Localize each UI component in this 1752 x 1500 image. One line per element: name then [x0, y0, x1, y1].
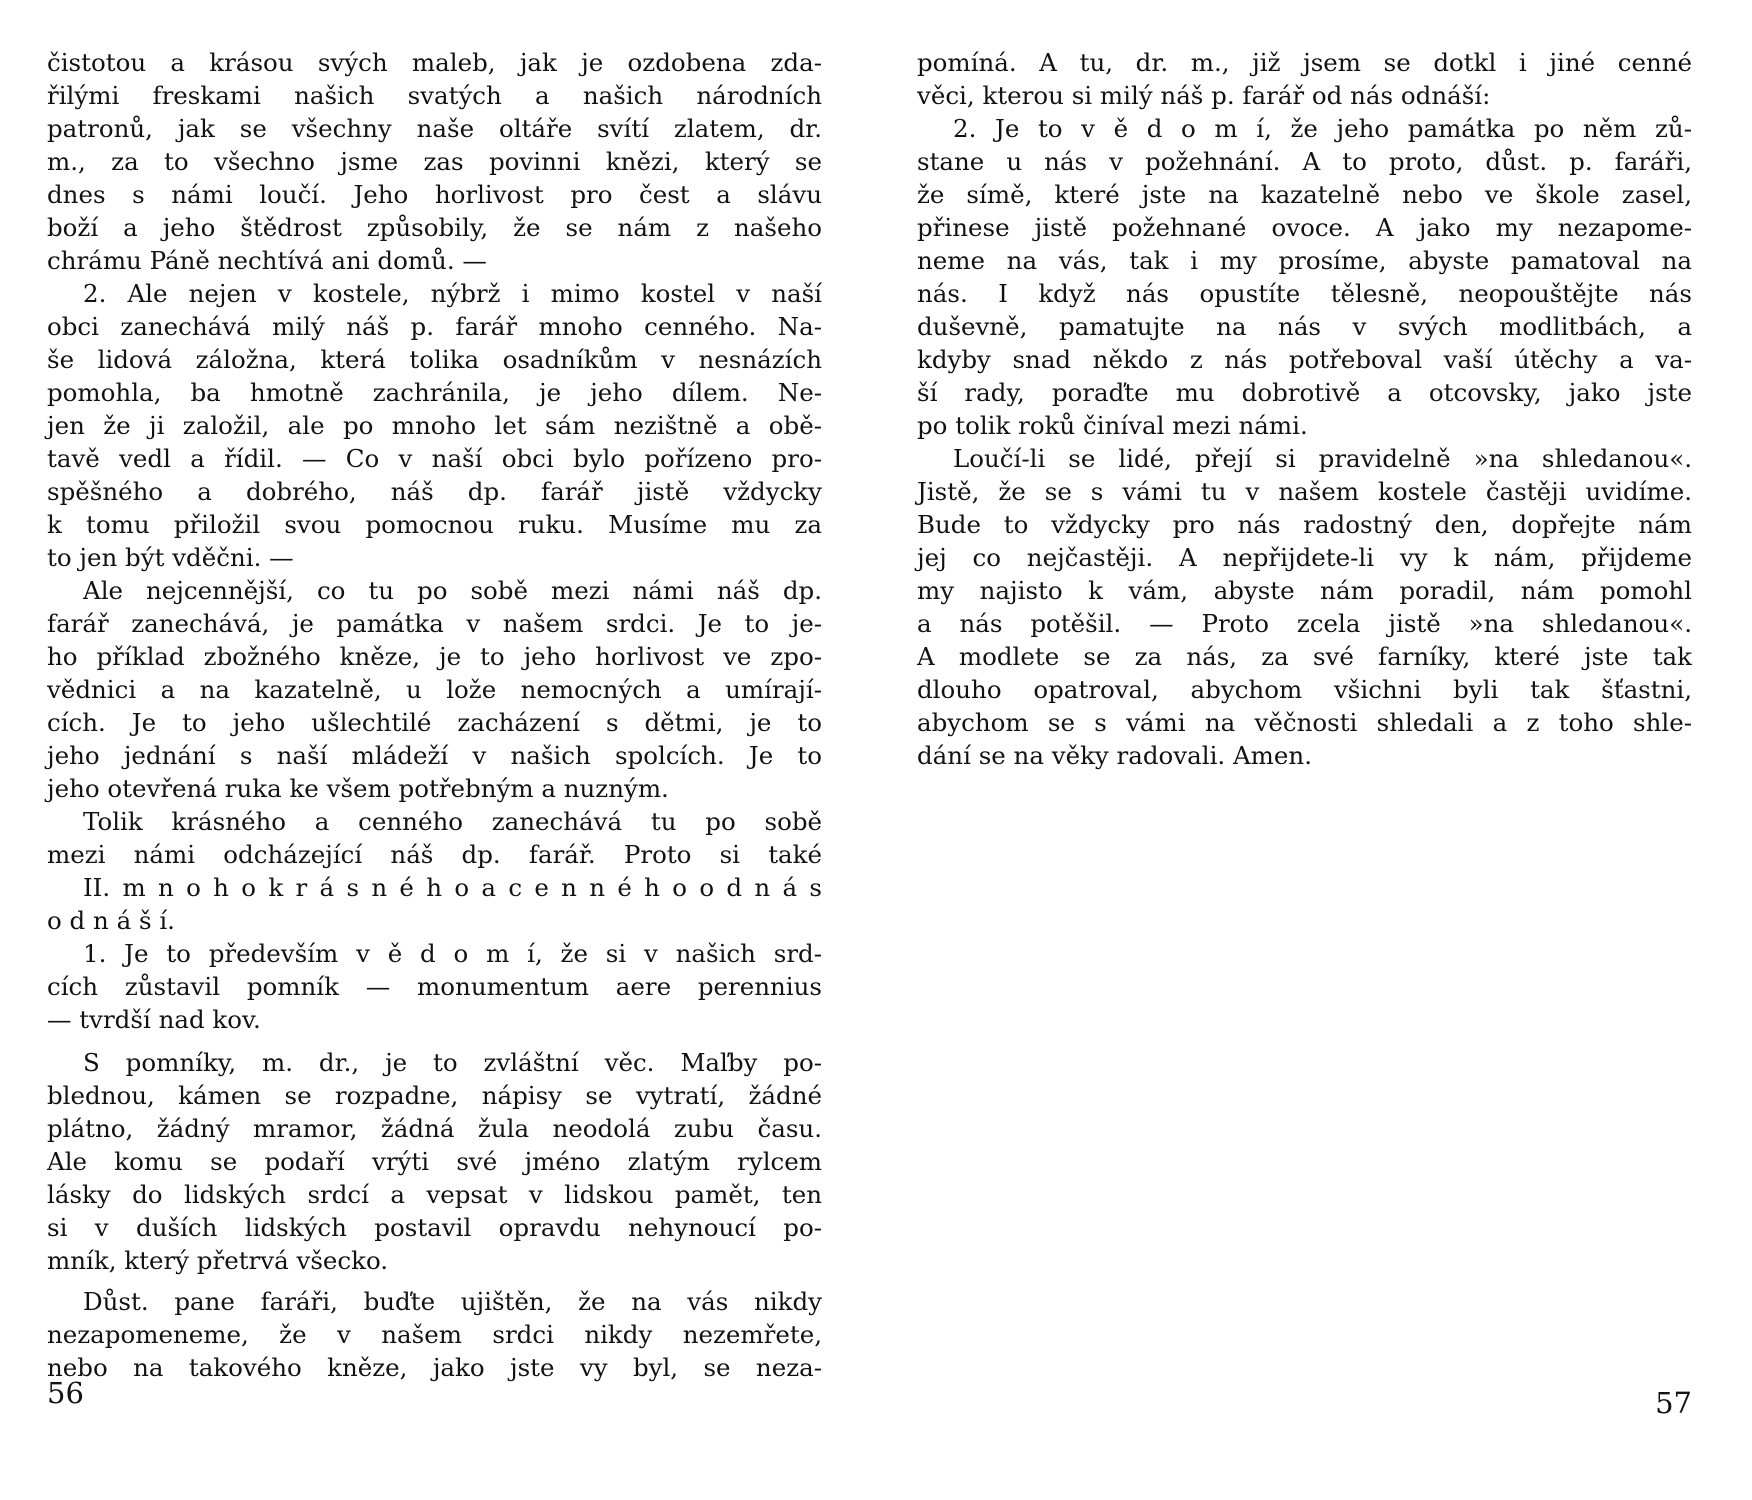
- text-line: jen že ji založil, ale po mnoho let sám nezištně a obě-: [47, 411, 822, 440]
- text-line: blednou, kámen se rozpadne, nápisy se vytratí, žádné: [47, 1081, 822, 1110]
- paragraph: [917, 112, 1692, 442]
- text-line: m., za to všechno jsme zas povinni knězi, který se: [47, 147, 822, 176]
- page-number-left: 56: [47, 1376, 84, 1410]
- text-line: pomohla, ba hmotně zachránila, je jeho dílem. Ne-: [47, 378, 822, 407]
- text-line: Tolik krásného a cenného zanechává tu po sobě: [83, 807, 822, 836]
- text-line: dání se na věky radovali. Amen.: [917, 741, 1312, 770]
- paragraph: [917, 442, 1692, 772]
- text-line: čistotou a krásou svých maleb, jak je ozdobena zda-: [47, 48, 822, 77]
- page-57-text-column: [917, 46, 1692, 772]
- text-line: řilými freskami našich svatých a našich národních: [47, 81, 822, 110]
- text-line: nebo na takového kněze, jako jste vy byl, se neza-: [47, 1353, 822, 1382]
- text-line: II. m n o h o k r á s n é h o a c e n n é h o o d n á s: [83, 873, 822, 902]
- text-line: tavě vedl a řídil. — Co v naší obci bylo pořízeno pro-: [47, 444, 822, 473]
- text-line: o d n á š í.: [47, 906, 175, 935]
- text-line: ší rady, poraďte mu dobrotivě a otcovsky, jako jste: [917, 378, 1692, 407]
- page-56-text-column: [47, 46, 822, 1384]
- text-line: Bude to vždycky pro nás radostný den, dopřejte nám: [917, 510, 1692, 539]
- text-line: 2. Ale nejen v kostele, nýbrž i mimo kostel v naší: [83, 279, 822, 308]
- text-line: Ale komu se podaří vrýti své jméno zlatým rylcem: [47, 1147, 822, 1176]
- text-line: jeho otevřená ruka ke všem potřebným a nuzným.: [47, 774, 669, 803]
- page-number-right: 57: [1655, 1386, 1692, 1420]
- text-line: ho příklad zbožného kněze, je to jeho horlivost ve zpo-: [47, 642, 822, 671]
- paragraph: [47, 937, 822, 1036]
- text-line: — tvrdší nad kov.: [47, 1005, 261, 1034]
- text-line: farář zanechává, je památka v našem srdci. Je to je-: [47, 609, 822, 638]
- text-line: boží a jeho štědrost způsobily, že se nám z našeho: [47, 213, 822, 242]
- text-line: nezapomeneme, že v našem srdci nikdy nezemřete,: [47, 1320, 822, 1349]
- text-line: Důst. pane faráři, buďte ujištěn, že na vás nikdy: [83, 1287, 822, 1316]
- text-line: k tomu přiložil svou pomocnou ruku. Musíme mu za: [47, 510, 822, 539]
- text-line: chrámu Páně nechtívá ani domů. —: [47, 246, 487, 275]
- text-line: nás. I když nás opustíte tělesně, neopouštějte nás: [917, 279, 1692, 308]
- text-line: spěšného a dobrého, náš dp. farář jistě vždycky: [47, 477, 822, 506]
- text-line: kdyby snad někdo z nás potřeboval vaší útěchy a va-: [917, 345, 1692, 374]
- text-line: plátno, žádný mramor, žádná žula neodolá zubu času.: [47, 1114, 822, 1143]
- text-line: S pomníky, m. dr., je to zvláštní věc. Maľby po-: [83, 1048, 822, 1077]
- text-line: jej co nejčastěji. A nepřijdete-li vy k nám, přijdeme: [917, 543, 1692, 572]
- text-line: Ale nejcennější, co tu po sobě mezi námi náš dp.: [83, 576, 822, 605]
- text-line: dlouho opatroval, abychom všichni byli tak šťastni,: [917, 675, 1692, 704]
- text-line: věci, kterou si milý náš p. farář od nás odnáší:: [917, 81, 1491, 110]
- text-line: patronů, jak se všechny naše oltáře svítí zlatem, dr.: [47, 114, 822, 143]
- text-line: še lidová záložna, která tolika osadníkům v nesnázích: [47, 345, 822, 374]
- text-line: jeho jednání s naší mládeží v našich spolcích. Je to: [47, 741, 822, 770]
- text-line: po tolik roků činíval mezi námi.: [917, 411, 1308, 440]
- text-line: lásky do lidských srdcí a vepsat v lidskou pamět, ten: [47, 1180, 822, 1209]
- text-line: Jistě, že se s vámi tu v našem kostele častěji uvidíme.: [917, 477, 1692, 506]
- paragraph: [47, 871, 822, 937]
- text-line: vědnici a na kazatelně, u lože nemocných a umírají-: [47, 675, 822, 704]
- text-line: 2. Je to v ě d o m í, že jeho památka po něm zů-: [953, 114, 1692, 143]
- text-line: přinese jistě požehnané ovoce. A jako my nezapome-: [917, 213, 1692, 242]
- text-line: 1. Je to především v ě d o m í, že si v našich srd-: [83, 939, 822, 968]
- paragraph: [47, 277, 822, 574]
- text-line: my najisto k vám, abyste nám poradil, nám pomohl: [917, 576, 1692, 605]
- text-line: obci zanechává milý náš p. farář mnoho cenného. Na-: [47, 312, 822, 341]
- text-line: pomíná. A tu, dr. m., již jsem se dotkl i jiné cenné: [917, 48, 1692, 77]
- text-line: dnes s námi loučí. Jeho horlivost pro čest a slávu: [47, 180, 822, 209]
- text-line: stane u nás v požehnání. A to proto, důst. p. faráři,: [917, 147, 1692, 176]
- text-line: abychom se s vámi na věčnosti shledali a z toho shle-: [917, 708, 1692, 737]
- text-line: to jen být vděčni. —: [47, 543, 294, 572]
- paragraph: [47, 46, 822, 277]
- paragraph: [47, 1285, 822, 1384]
- text-line: že símě, které jste na kazatelně nebo ve škole zasel,: [917, 180, 1692, 209]
- paragraph: [47, 574, 822, 805]
- paragraph: [917, 46, 1692, 112]
- text-line: neme na vás, tak i my prosíme, abyste pamatoval na: [917, 246, 1692, 275]
- paragraph: [47, 805, 822, 871]
- text-line: A modlete se za nás, za své farníky, které jste tak: [917, 642, 1692, 671]
- text-line: duševně, pamatujte na nás v svých modlitbách, a: [917, 312, 1692, 341]
- text-line: cích. Je to jeho ušlechtilé zacházení s dětmi, je to: [47, 708, 822, 737]
- text-line: cích zůstavil pomník — monumentum aere perennius: [47, 972, 822, 1001]
- text-line: a nás potěšil. — Proto zcela jistě »na shledanou«.: [917, 609, 1692, 638]
- text-line: si v duších lidských postavil opravdu nehynoucí po-: [47, 1213, 822, 1242]
- text-line: mezi námi odcházející náš dp. farář. Proto si také: [47, 840, 822, 869]
- text-line: Loučí-li se lidé, přejí si pravidelně »na shledanou«.: [953, 444, 1692, 473]
- text-line: mník, který přetrvá všecko.: [47, 1246, 389, 1275]
- paragraph: [47, 1046, 822, 1277]
